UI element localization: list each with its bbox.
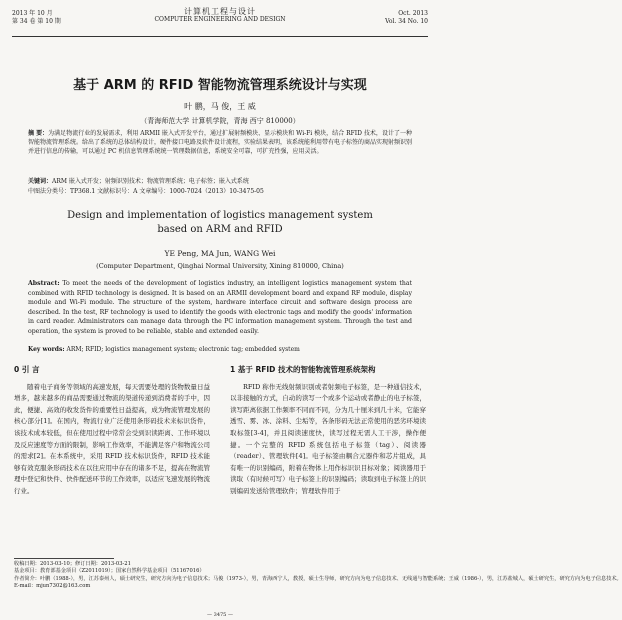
keywords-en-label: Key words: [28, 346, 65, 353]
intro-paragraph: 随着电子商务等领域的高速发展，每天需要处理的货物数量日益增多，越来越多的商品需要通过物流的渠道传递到消费者的手中，因此，便捷、高效的收发货件的重要性日益提高，成为物流管理发展的核心部分[1]。在国内，物流行业广泛使用条形码技术来标识货件，该技术成本较低，但在使用过程中常常会受到识读距离、工作环境以及反应速度等方面的限制，影响工作效率，不能满足客户和物流公司的需求[2]。在本系统中，采用 RFID 技术标识货件，RFID 技术能够有效克服条形码技术在以往应用中存在的诸多不足，提高在物流管理中登记和快件、快件配送环节的工作效率，以适应飞速发展的物流行业。 [14, 382, 210, 495]
paper-title-cn: 基于 ARM 的 RFID 智能物流管理系统设计与实现 [73, 78, 367, 93]
body-column-left [14, 364, 210, 498]
affiliation-en: (Computer Department, Qinghai Normal University, Xining 810000, China) [96, 262, 344, 270]
footnotes [14, 561, 622, 590]
abstract-cn-label: 摘 要： [28, 130, 49, 137]
abstract-en-label: Abstract: [28, 280, 60, 287]
footnote-author-bio: 作者简介：叶鹏（1988-），男，江苏泰州人，硕士研究生，研究方向为电子信息技术；马俊（1973-），男，青海西宁人，教授，硕士生导师，研究方向为电子信息技术、无线通与智能系统；王威（1986-），男，江苏盐城人，硕士研究生，研究方向为电子信息技术。 [14, 575, 622, 582]
title-en-line2: based on ARM and RFID [157, 224, 283, 235]
header-journal [12, 8, 428, 24]
section-heading-intro: 0 引 言 [14, 365, 40, 374]
title-en-line1: Design and implementation of logistics management system [67, 210, 373, 221]
authors-cn: 叶 鹏，马 俊，王 威 [184, 102, 256, 111]
page-number: — 3475 — [207, 612, 233, 618]
header-volume: 第 34 卷 第 10 期 [12, 18, 61, 25]
architecture-paragraph: RFID 称作无线射频识别或者射频电子标签，是一种通信技术，以非接触的方式，自动的读写一个或多个运动或者静止的电子标签，读写距离依据工作频率不同而不同，分为几十厘米到几十米，它能穿透雪、雾、冰、涂料、尘垢等，各条形码无法正常使用的恶劣环境读取标签[3-4]，并且阅读速度快，读写过程无需人工干涉，操作便捷。一个完整的 RFID 系统包括电子标签（tag）、阅读器（reader）、管理软件[4]。电子标签由耦合元器件和芯片组成，具有唯一的识别编码，附着在物体上用作标识识目标对象；阅读器用于读取（有时候可写）电子标签上的识别编码；读取到电子标签上的识别编码发送给管理软件；管理软件用于 [230, 382, 426, 495]
footnote-email: E-mail：mjun7302@163.com [14, 582, 91, 589]
footnote-funding: 基金项目：教育部基金项目（Z2011019）；国家自然科学基金项目（51167016） [14, 568, 205, 575]
footnote-divider [14, 558, 114, 559]
keywords-cn [28, 178, 412, 186]
keywords-en-text: ARM; RFID; logistics management system; electronic tag; embedded system [66, 346, 300, 353]
abstract-cn-text: 为满足物流行业的发展需求，利用 ARMII 嵌入式开发平台，通过扩展射频模块、显示模块和 Wi-Fi 模块，结合 RFID 技术，设计了一种智能物流管理系统。给出了系统的总体结构设计，硬件接口电路及软件设计流程，实验结果表明，该系统能利用带有电子标签的商品实现射频识别并进行信息的传输，可以通过 PC 机信息管理系统统一管理数据信息，系统安全可靠，可扩充性强，应用灵活。 [28, 130, 413, 155]
keywords-cn-text: ARM 嵌入式开发；射频识别技术；物流管理系统；电子标签；嵌入式系统 [52, 178, 249, 185]
keywords-en [28, 346, 412, 353]
authors-en: YE Peng, MA Jun, WANG Wei [164, 249, 276, 258]
paper-title-en [0, 209, 440, 237]
abstract-en [28, 279, 412, 336]
journal-name-en: COMPUTER ENGINEERING AND DESIGN [154, 16, 286, 23]
header-date-en: Oct. 2013 [398, 10, 428, 17]
header-issue-en [385, 10, 428, 26]
abstract-en-text: To meet the needs of the development of logistics industry, an intelligent logistics management system that combined with RFID technology is designed. It is based on an ARMII development board and expand RF module, display module and Wi-Fi module. The structure of the system, hardware interface circuit and software design process are described. In the test, RF technology is used to identify the goods with electronic tags and modify the goods' information in card reader. Administrators can manage data through the PC information management system. Through the test and operation, the system is proved to be reliable, stable and extended easily. [28, 280, 413, 335]
keywords-cn-label: 关键词： [28, 178, 53, 185]
journal-name-cn: 计算机工程与设计 [184, 7, 256, 16]
footnote-received: 收稿日期：2013-03-10；修订日期：2013-03-21 [14, 561, 131, 567]
abstract-cn [28, 129, 412, 156]
header-date: 2013 年 10 月 [12, 10, 53, 17]
journal-header [12, 8, 428, 34]
body-column-right [230, 364, 426, 498]
classification-line: 中图法分类号：TP368.1 文献标识号：A 文章编号：1000-7024（2013）10-3475-05 [28, 188, 264, 195]
affiliation-cn: （青海师范大学 计算机学院，青海 西宁 810000） [140, 117, 300, 125]
header-divider [12, 36, 428, 37]
section-heading-architecture: 1 基于 RFID 技术的智能物流管理系统架构 [230, 365, 376, 374]
header-volume-en: Vol. 34 No. 10 [385, 18, 428, 25]
